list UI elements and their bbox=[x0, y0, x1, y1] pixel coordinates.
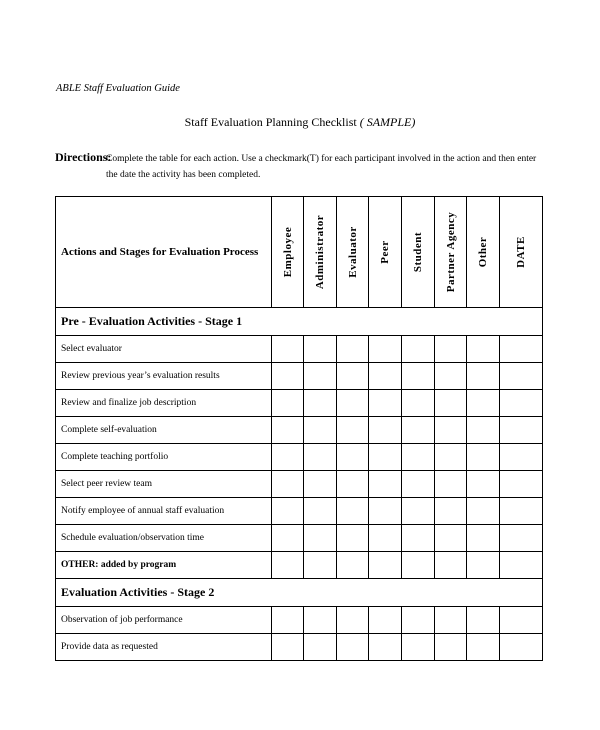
action-label: Complete teaching portfolio bbox=[56, 444, 272, 471]
column-header-label: Other bbox=[477, 236, 489, 268]
check-cell-student[interactable] bbox=[402, 634, 435, 661]
check-cell-student[interactable] bbox=[402, 498, 435, 525]
check-cell-partner-agency[interactable] bbox=[435, 525, 467, 552]
column-header-employee bbox=[272, 197, 304, 308]
column-header-label: Employee bbox=[281, 226, 294, 278]
check-cell-date[interactable] bbox=[500, 525, 543, 552]
check-cell-student[interactable] bbox=[402, 336, 435, 363]
title-sample: ( SAMPLE) bbox=[359, 115, 416, 129]
column-header-student bbox=[402, 197, 435, 308]
check-cell-partner-agency[interactable] bbox=[435, 417, 467, 444]
table-row bbox=[56, 417, 543, 444]
check-cell-peer[interactable] bbox=[369, 336, 402, 363]
table-row bbox=[56, 607, 543, 634]
check-cell-other[interactable] bbox=[467, 634, 500, 661]
check-cell-peer[interactable] bbox=[369, 444, 402, 471]
check-cell-other[interactable] bbox=[467, 417, 500, 444]
action-label: Schedule evaluation/observation time bbox=[56, 525, 272, 552]
check-cell-partner-agency[interactable] bbox=[435, 444, 467, 471]
stage-heading: Evaluation Activities - Stage 2 bbox=[56, 579, 543, 607]
checklist-body bbox=[56, 308, 543, 661]
check-cell-employee[interactable] bbox=[272, 607, 304, 634]
check-cell-administrator[interactable] bbox=[304, 525, 337, 552]
check-cell-administrator[interactable] bbox=[304, 552, 337, 579]
table-row bbox=[56, 552, 543, 579]
title-main: Staff Evaluation Planning Checklist bbox=[184, 115, 357, 129]
check-cell-peer[interactable] bbox=[369, 525, 402, 552]
column-header-label: Student bbox=[412, 231, 424, 273]
check-cell-student[interactable] bbox=[402, 444, 435, 471]
check-cell-student[interactable] bbox=[402, 607, 435, 634]
check-cell-student[interactable] bbox=[402, 363, 435, 390]
check-cell-other[interactable] bbox=[467, 363, 500, 390]
check-cell-employee[interactable] bbox=[272, 471, 304, 498]
check-cell-administrator[interactable] bbox=[304, 336, 337, 363]
check-cell-peer[interactable] bbox=[369, 417, 402, 444]
check-cell-other[interactable] bbox=[467, 444, 500, 471]
column-header-other bbox=[467, 197, 500, 308]
table-row bbox=[56, 363, 543, 390]
action-label: Review previous year’s evaluation results bbox=[56, 363, 272, 390]
check-cell-administrator[interactable] bbox=[304, 471, 337, 498]
check-cell-administrator[interactable] bbox=[304, 417, 337, 444]
check-cell-employee[interactable] bbox=[272, 498, 304, 525]
check-cell-evaluator[interactable] bbox=[337, 363, 369, 390]
action-label: Complete self-evaluation bbox=[56, 417, 272, 444]
check-cell-student[interactable] bbox=[402, 471, 435, 498]
column-header-administrator bbox=[304, 197, 337, 308]
check-cell-evaluator[interactable] bbox=[337, 552, 369, 579]
directions-text: Complete the table for each action. Use a checkmark(T) for each participant involved in the action and then enter the date the activity has been completed. bbox=[106, 154, 537, 180]
check-cell-peer[interactable] bbox=[369, 607, 402, 634]
check-cell-employee[interactable] bbox=[272, 363, 304, 390]
check-cell-evaluator[interactable] bbox=[337, 336, 369, 363]
check-cell-peer[interactable] bbox=[369, 471, 402, 498]
page-title bbox=[0, 115, 600, 130]
check-cell-date[interactable] bbox=[500, 634, 543, 661]
check-cell-other[interactable] bbox=[467, 607, 500, 634]
column-header-label: Administrator bbox=[314, 214, 326, 290]
column-header-label: DATE bbox=[515, 236, 527, 268]
check-cell-evaluator[interactable] bbox=[337, 607, 369, 634]
column-header-peer bbox=[369, 197, 402, 308]
check-cell-date[interactable] bbox=[500, 417, 543, 444]
check-cell-other[interactable] bbox=[467, 525, 500, 552]
stage-row bbox=[56, 579, 543, 607]
table-row bbox=[56, 471, 543, 498]
check-cell-peer[interactable] bbox=[369, 498, 402, 525]
check-cell-student[interactable] bbox=[402, 390, 435, 417]
check-cell-peer[interactable] bbox=[369, 390, 402, 417]
check-cell-partner-agency[interactable] bbox=[435, 634, 467, 661]
guide-name: ABLE Staff Evaluation Guide bbox=[56, 83, 180, 94]
table-row bbox=[56, 498, 543, 525]
action-label: OTHER: added by program bbox=[56, 552, 272, 579]
table-row bbox=[56, 444, 543, 471]
check-cell-date[interactable] bbox=[500, 471, 543, 498]
check-cell-employee[interactable] bbox=[272, 552, 304, 579]
column-header-label: Partner Agency bbox=[444, 211, 457, 293]
check-cell-administrator[interactable] bbox=[304, 444, 337, 471]
check-cell-administrator[interactable] bbox=[304, 363, 337, 390]
action-label: Provide data as requested bbox=[56, 634, 272, 661]
check-cell-partner-agency[interactable] bbox=[435, 552, 467, 579]
action-label: Observation of job performance bbox=[56, 607, 272, 634]
check-cell-peer[interactable] bbox=[369, 634, 402, 661]
action-label: Review and finalize job description bbox=[56, 390, 272, 417]
action-label: Notify employee of annual staff evaluation bbox=[56, 498, 272, 525]
header-label: Actions and Stages for Evaluation Process bbox=[56, 197, 272, 308]
column-header-label: Peer bbox=[379, 240, 391, 264]
stage-heading: Pre - Evaluation Activities - Stage 1 bbox=[56, 308, 543, 336]
check-cell-date[interactable] bbox=[500, 390, 543, 417]
table-row bbox=[56, 336, 543, 363]
check-cell-administrator[interactable] bbox=[304, 498, 337, 525]
check-cell-employee[interactable] bbox=[272, 417, 304, 444]
check-cell-other[interactable] bbox=[467, 498, 500, 525]
table-row bbox=[56, 634, 543, 661]
check-cell-evaluator[interactable] bbox=[337, 525, 369, 552]
check-cell-evaluator[interactable] bbox=[337, 390, 369, 417]
check-cell-student[interactable] bbox=[402, 525, 435, 552]
table-row bbox=[56, 390, 543, 417]
check-cell-date[interactable] bbox=[500, 498, 543, 525]
check-cell-partner-agency[interactable] bbox=[435, 390, 467, 417]
check-cell-other[interactable] bbox=[467, 336, 500, 363]
check-cell-student[interactable] bbox=[402, 417, 435, 444]
column-header-date bbox=[500, 197, 543, 308]
check-cell-partner-agency[interactable] bbox=[435, 363, 467, 390]
check-cell-other[interactable] bbox=[467, 552, 500, 579]
check-cell-employee[interactable] bbox=[272, 390, 304, 417]
check-cell-peer[interactable] bbox=[369, 363, 402, 390]
check-cell-evaluator[interactable] bbox=[337, 498, 369, 525]
stage-row bbox=[56, 308, 543, 336]
action-label: Select peer review team bbox=[56, 471, 272, 498]
column-header-partner-agency bbox=[435, 197, 467, 308]
check-cell-date[interactable] bbox=[500, 444, 543, 471]
table-row bbox=[56, 525, 543, 552]
column-header-evaluator bbox=[337, 197, 369, 308]
check-cell-partner-agency[interactable] bbox=[435, 471, 467, 498]
check-cell-employee[interactable] bbox=[272, 444, 304, 471]
check-cell-evaluator[interactable] bbox=[337, 444, 369, 471]
action-label: Select evaluator bbox=[56, 336, 272, 363]
check-cell-date[interactable] bbox=[500, 336, 543, 363]
check-cell-administrator[interactable] bbox=[304, 634, 337, 661]
check-cell-date[interactable] bbox=[500, 363, 543, 390]
directions-label: Directions: bbox=[55, 150, 112, 164]
check-cell-date[interactable] bbox=[500, 552, 543, 579]
check-cell-evaluator[interactable] bbox=[337, 634, 369, 661]
column-header-label: Evaluator bbox=[346, 226, 359, 278]
check-cell-administrator[interactable] bbox=[304, 390, 337, 417]
check-cell-partner-agency[interactable] bbox=[435, 498, 467, 525]
check-cell-peer[interactable] bbox=[369, 552, 402, 579]
check-cell-other[interactable] bbox=[467, 471, 500, 498]
check-cell-employee[interactable] bbox=[272, 525, 304, 552]
check-cell-student[interactable] bbox=[402, 552, 435, 579]
check-cell-partner-agency[interactable] bbox=[435, 336, 467, 363]
check-cell-partner-agency[interactable] bbox=[435, 607, 467, 634]
checklist-table bbox=[55, 196, 543, 661]
check-cell-employee[interactable] bbox=[272, 634, 304, 661]
check-cell-date[interactable] bbox=[500, 607, 543, 634]
check-cell-evaluator[interactable] bbox=[337, 471, 369, 498]
check-cell-evaluator[interactable] bbox=[337, 417, 369, 444]
check-cell-employee[interactable] bbox=[272, 336, 304, 363]
check-cell-administrator[interactable] bbox=[304, 607, 337, 634]
header-row bbox=[56, 197, 543, 308]
check-cell-other[interactable] bbox=[467, 390, 500, 417]
